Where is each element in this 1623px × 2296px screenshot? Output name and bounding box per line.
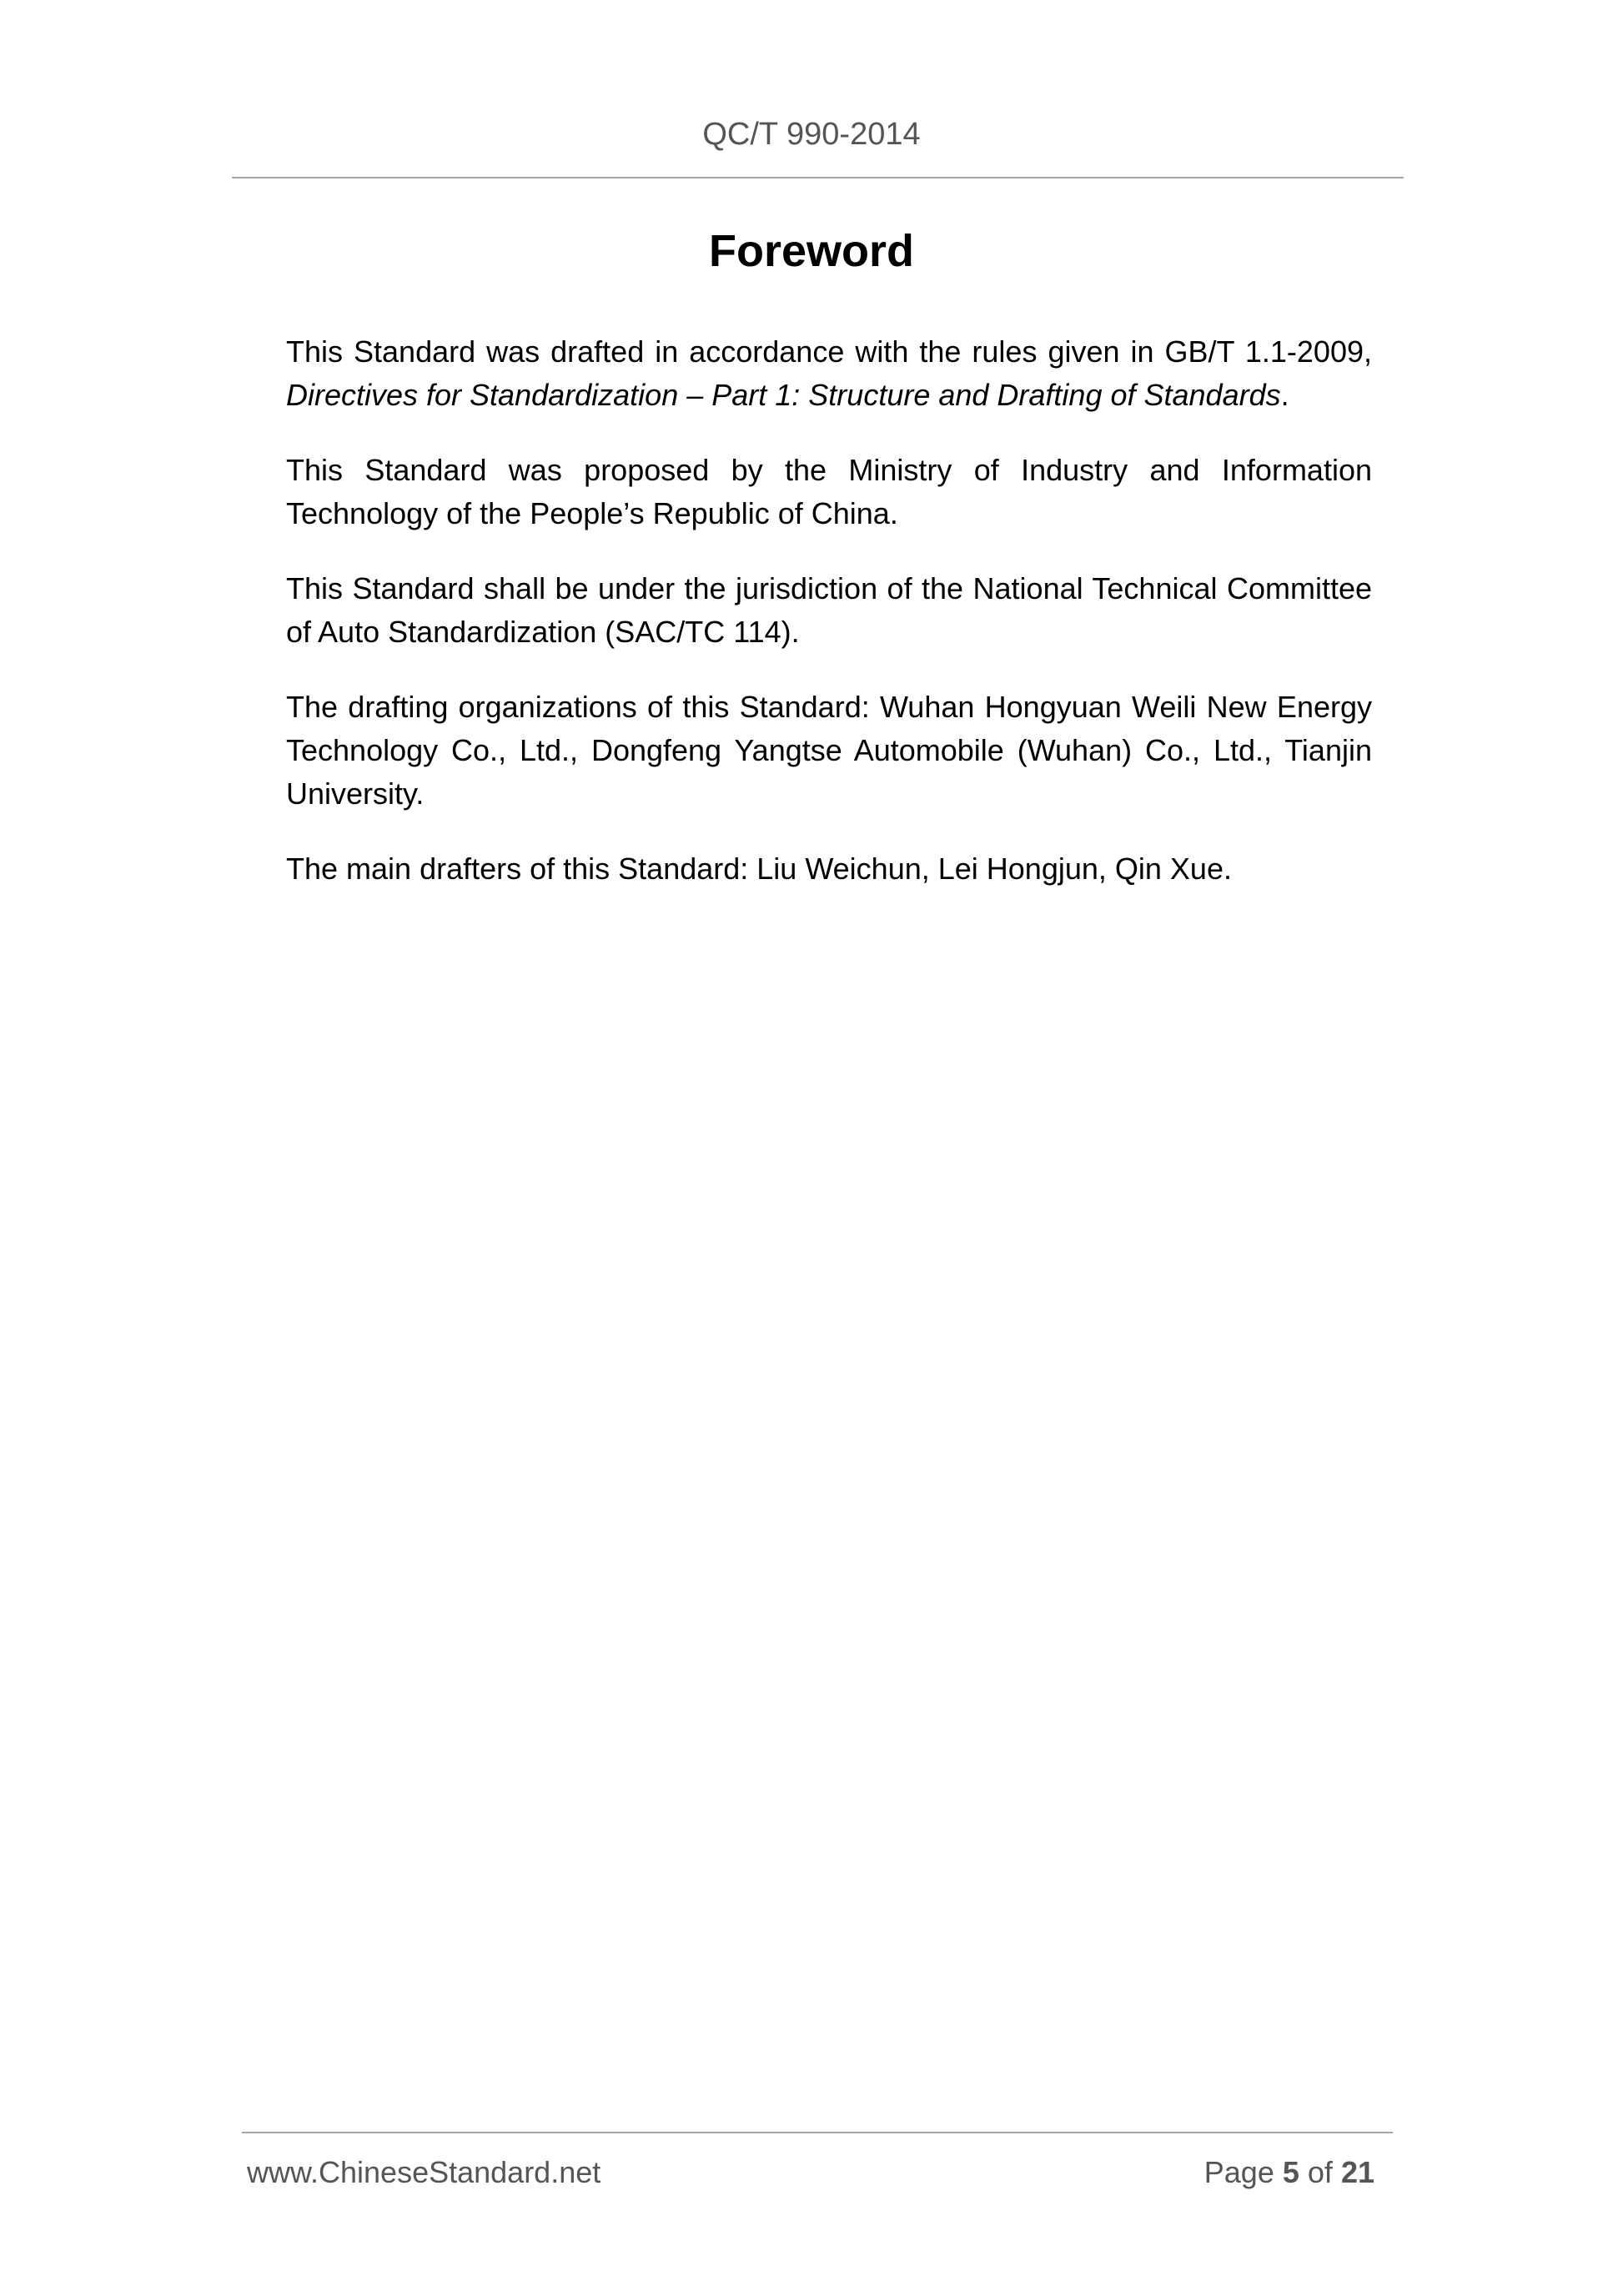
document-code: QC/T 990-2014 (702, 117, 921, 152)
page-total: 21 (1340, 2155, 1374, 2189)
paragraph-drafting-rules (286, 330, 1372, 417)
page-number (1204, 2155, 1374, 2190)
paragraph-proposed-by: This Standard was proposed by the Ministry of Industry and Information Technology of the People’s Republic of China. (286, 453, 1372, 530)
page-current: 5 (1282, 2155, 1299, 2189)
paragraph-jurisdiction: This Standard shall be under the jurisdiction of the National Technical Committee of Auto Standardization (SAC/TC 114). (286, 571, 1372, 649)
footer-divider (242, 2132, 1393, 2133)
page-prefix: Page (1203, 2155, 1274, 2189)
page-title: Foreword (708, 226, 914, 276)
header-divider (232, 177, 1404, 178)
paragraph-drafting-rules-end: . (1280, 378, 1289, 412)
paragraph-main-drafters: The main drafters of this Standard: Liu Weichun, Lei Hongjun, Qin Xue. (286, 852, 1232, 886)
page-of: of (1307, 2155, 1333, 2189)
directives-title: Directives for Standardization – Part 1: Structure and Drafting of Standards (286, 378, 1281, 412)
paragraph-drafting-rules-text: This Standard was drafted in accordance with the rules given in GB/T 1.1-2009, (286, 334, 1372, 369)
footer-website-link[interactable]: www.ChineseStandard.net (247, 2155, 601, 2189)
foreword-body (286, 330, 1372, 922)
paragraph-drafting-organizations: The drafting organizations of this Standard: Wuhan Hongyuan Weili New Energy Technology Co., Ltd., Dongfeng Yangtse Automobile (Wuhan) Co., Ltd., Tianjin University. (286, 690, 1372, 811)
